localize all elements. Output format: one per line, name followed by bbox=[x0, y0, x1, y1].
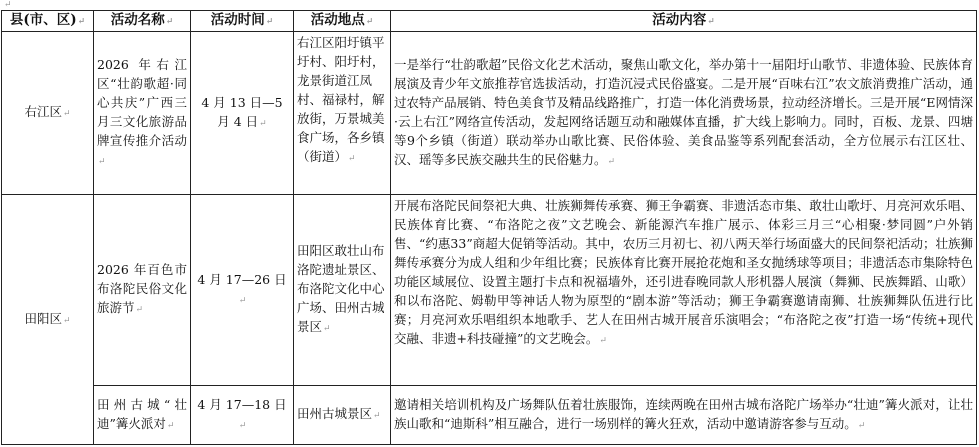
paragraph-mark: ↵ bbox=[4, 0, 12, 10]
county-cell: 右江区↵ bbox=[2, 32, 94, 195]
county-cell: 田阳区↵ bbox=[2, 195, 94, 445]
table-row bbox=[2, 32, 977, 195]
table-header-row bbox=[2, 11, 977, 32]
header-activity-time: 活动时间↵ bbox=[191, 11, 294, 32]
activity-content-cell: 一是举行“壮韵歌超”民俗文化艺术活动，聚焦山歌文化，举办第十一届阳圩山歌节、非遗体验、民族体育展演及青少年文旅推荐官选拔活动，打造沉浸式民俗盛宴。二是开展“百味右江”农文旅消费推广活动，通过农特产品展销、特色美食节及精品线路推广，打造一体化消费场景，拉动经济增长。三是开展“E网情深·云上右江”网络宣传活动，发起网络话题互动和融媒体直播，扩大线上影响力。同时，百板、龙景、四塘等9个乡镇（街道）联动举办山歌比赛、民俗体验、美食品鉴等系列配套活动，全方位展示右江区壮、汉、瑶等多民族交融共生的民俗魅力。↵ bbox=[391, 32, 977, 195]
header-activity-name: 活动名称↵ bbox=[94, 11, 191, 32]
activity-table bbox=[1, 10, 977, 445]
activity-place-cell: 右江区阳圩镇平圩村、阳圩村，龙景街道江凤村、福禄村，解放街，万景城美食广场，各乡镇（街道）↵ bbox=[294, 32, 391, 195]
activity-place-cell: 田州古城景区↵ bbox=[294, 386, 391, 445]
table-row bbox=[2, 386, 977, 445]
activity-name-cell: 田州古城“壮迪”篝火派对↵ bbox=[94, 386, 191, 445]
activity-name-cell: 2026 年右江区“壮韵歌超·同心共庆”广西三月三文化旅游品牌宣传推介活动↵ bbox=[94, 32, 191, 195]
activity-content-cell: 开展布洛陀民间祭祀大典、壮族狮舞传承赛、狮王争霸赛、非遗活态市集、敢壮山歌圩、月亮河欢乐唱、民族体育比赛、“布洛陀之夜”文艺晚会、新能源汽车推广展示、体彩三月三“心相聚·梦同圆”户外销售、“约惠33”商超大促销等活动。其中，农历三月初七、初八两天举行场面盛大的民间祭祀活动；壮族狮舞传承赛分为成人组和少年组比赛；民族体育比赛开展抢花炮和圣女抛绣球等项目；非遗活态市集除特色功能区域展位、设置主题打卡点和祝福墙外，还引进春晚同款人形机器人展演（舞狮、民族舞蹈、山歌）和以布洛陀、姆勒甲等神话人物为原型的“剧本游”等活动；狮王争霸赛邀请南狮、壮族狮舞队伍进行比赛；月亮河欢乐唱组织本地歌手、艺人在田州古城开展音乐演唱会；“布洛陀之夜”打造一场“传统+现代交融、非遗+科技碰撞”的文艺晚会。↵ bbox=[391, 195, 977, 386]
table-row bbox=[2, 195, 977, 386]
header-activity-content: 活动内容↵ bbox=[391, 11, 977, 32]
activity-time-cell: 4 月 17—26 日↵ bbox=[191, 195, 294, 386]
activity-time-cell: 4 月 13 日—5 月 4 日↵ bbox=[191, 32, 294, 195]
activity-name-cell: 2026 年百色市布洛陀民俗文化旅游节↵ bbox=[94, 195, 191, 386]
activity-content-cell: 邀请相关培训机构及广场舞队伍着壮族服饰，连续两晚在田州古城布洛陀广场举办“壮迪”篝火派对，让壮族山歌和“迪斯科”相互融合，进行一场别样的篝火狂欢，活动中邀请游客参与互动。↵ bbox=[391, 386, 977, 445]
header-county: 县(市、区)↵ bbox=[2, 11, 94, 32]
activity-time-cell: 4 月 17—18 日↵ bbox=[191, 386, 294, 445]
activity-place-cell: 田阳区敢壮山布洛陀遗址景区、布洛陀文化中心广场、田州古城景区↵ bbox=[294, 195, 391, 386]
header-activity-place: 活动地点↵ bbox=[294, 11, 391, 32]
